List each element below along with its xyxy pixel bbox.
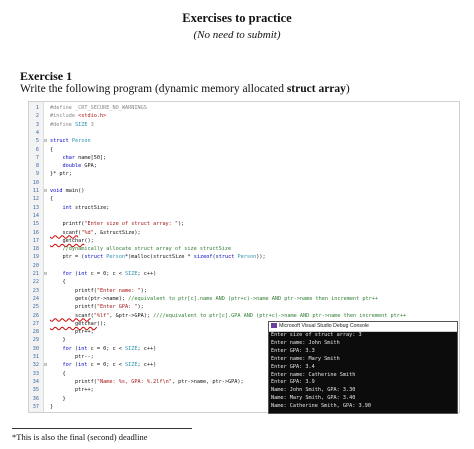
debug-console-window — [268, 321, 458, 414]
code-text — [50, 353, 94, 361]
console-line: Enter name: John Smith — [271, 339, 340, 346]
code-text — [50, 154, 106, 162]
code-token: ); — [178, 221, 185, 228]
code-line — [29, 212, 459, 220]
line-number: 34 — [32, 378, 39, 385]
code-token: Person — [237, 254, 257, 261]
code-text — [50, 187, 84, 195]
code-token: char — [50, 154, 79, 161]
line-number: 15 — [32, 221, 39, 228]
code-token: #include — [50, 113, 79, 120]
code-token: printf( — [50, 287, 97, 294]
code-token: "Enter size of struct array: " — [84, 221, 179, 228]
code-token: ////equivalent to ptr[c].GPA AND (ptr+c)->name AND ptr->name then increment ptr++ — [153, 312, 407, 319]
code-text — [50, 328, 94, 336]
line-number: 5 — [35, 138, 39, 145]
line-number: 36 — [32, 395, 39, 402]
line-number: 20 — [32, 262, 39, 269]
code-token: struct — [84, 254, 107, 261]
line-number: 12 — [32, 196, 39, 203]
code-token: struct — [50, 138, 72, 145]
code-text — [50, 403, 53, 411]
code-token: scanf — [50, 312, 91, 319]
line-number: 3 — [35, 121, 39, 128]
line-number: 6 — [35, 146, 39, 153]
code-line — [29, 303, 459, 311]
console-line: Enter name: Catherine Smith — [271, 371, 356, 378]
code-token: #define _CRT_SECURE_NO_WARNINGS — [50, 105, 147, 111]
code-line — [29, 312, 459, 320]
code-line — [29, 104, 459, 112]
line-number: 11 — [32, 188, 39, 194]
code-text — [50, 229, 141, 237]
code-text — [50, 378, 244, 386]
code-text — [50, 370, 66, 378]
code-text — [50, 336, 66, 344]
code-token: }* ptr; — [50, 171, 72, 178]
code-line — [29, 287, 459, 295]
code-token: *)malloc(structSize * — [124, 254, 194, 261]
code-token: c = 0; c < — [90, 362, 125, 369]
code-line — [29, 295, 459, 303]
line-number: 35 — [32, 387, 39, 394]
code-text — [50, 170, 72, 178]
code-token: ( — [75, 271, 79, 277]
code-token: 3 — [87, 121, 94, 128]
code-line — [29, 204, 459, 212]
line-number: 14 — [32, 212, 39, 219]
code-token: SIZE — [124, 345, 138, 352]
line-number: 2 — [35, 113, 39, 120]
line-number: 4 — [35, 129, 39, 136]
code-text — [50, 104, 147, 112]
code-text — [50, 146, 53, 154]
code-token: { — [50, 196, 54, 203]
code-token: ; c++) — [137, 271, 157, 277]
code-line — [29, 179, 459, 187]
code-token: , &structSize); — [93, 229, 141, 236]
code-token: gets(ptr->name); — [50, 295, 129, 302]
code-line — [29, 262, 459, 270]
line-number: 32 — [32, 362, 39, 369]
code-token: ( — [212, 254, 216, 261]
line-number: 27 — [32, 320, 39, 327]
exercise-description — [20, 83, 350, 95]
line-number: 24 — [32, 295, 39, 302]
code-text — [50, 253, 266, 261]
code-token: ptr--; — [50, 354, 94, 360]
line-number: 13 — [32, 204, 39, 211]
exercise-desc-suffix: ) — [345, 83, 350, 95]
code-token: getchar — [50, 237, 85, 244]
code-token: #define — [50, 121, 75, 128]
code-token: ( — [78, 229, 82, 236]
code-token: SIZE — [75, 121, 88, 128]
code-token: "Name: %s, GPA: %.2lf\n" — [96, 378, 172, 385]
code-token: struct — [215, 254, 238, 261]
line-number: 37 — [32, 403, 39, 410]
code-text — [50, 220, 184, 228]
code-token: "Enter name: " — [96, 287, 141, 294]
code-line — [29, 195, 459, 203]
page-title: Exercises to practice — [182, 11, 292, 25]
console-line: Name: Mary Smith, GPA: 3.40 — [271, 395, 356, 402]
code-token: { — [50, 279, 66, 286]
code-text — [50, 303, 144, 311]
line-number: 8 — [35, 163, 39, 170]
code-token: ); — [137, 304, 144, 311]
code-token: for — [50, 345, 75, 352]
code-token: structSize; — [75, 204, 110, 211]
code-token: int — [78, 271, 91, 277]
code-text — [50, 345, 156, 353]
code-text — [50, 395, 66, 403]
line-number: 9 — [35, 171, 39, 178]
fold-toggle-icon[interactable]: ⊟ — [44, 188, 48, 194]
code-token: scanf — [50, 229, 79, 236]
code-token: } — [50, 395, 66, 402]
code-token: ; c++) — [137, 345, 157, 352]
fold-toggle-icon[interactable]: ⊟ — [44, 138, 48, 145]
line-number: 21 — [32, 271, 39, 277]
code-text — [50, 112, 106, 120]
console-app-icon — [271, 323, 277, 328]
console-line: Name: Catherine Smith, GPA: 3.90 — [271, 403, 371, 410]
line-number: 1 — [35, 105, 39, 111]
code-token: main() — [65, 188, 85, 194]
console-output — [269, 332, 457, 411]
line-number: 30 — [32, 345, 39, 352]
console-line: Enter GPA: 3.4 — [271, 363, 315, 370]
code-line — [29, 129, 459, 137]
console-line: Enter GPA: 3.3 — [271, 347, 315, 354]
code-text — [50, 386, 94, 394]
exercise-desc-bold: struct array — [286, 83, 346, 95]
code-token: , ptr->name, ptr->GPA); — [171, 378, 244, 385]
code-token: Person — [71, 138, 91, 145]
code-token: SIZE — [124, 271, 138, 277]
code-line — [29, 229, 459, 237]
code-token: ptr = ( — [50, 254, 85, 261]
code-token: c = 0; c < — [90, 271, 125, 277]
exercise-heading: Exercise 1 — [20, 69, 73, 83]
code-token: { — [50, 146, 54, 153]
footnote: *This is also the final (second) deadline — [12, 432, 148, 442]
line-number: 28 — [32, 329, 39, 336]
code-text — [50, 320, 106, 328]
code-text — [50, 278, 66, 286]
code-token: ( — [90, 312, 94, 319]
code-token: (); — [96, 320, 107, 327]
code-token: ); — [140, 287, 147, 294]
line-number: 25 — [32, 304, 39, 311]
code-text — [50, 237, 94, 245]
code-line — [29, 237, 459, 245]
console-line: Enter size of struct array: 3 — [271, 332, 362, 338]
code-token: int — [50, 204, 75, 211]
code-token: //dynamically allocate struct array of size structSize — [50, 246, 232, 253]
code-text — [50, 195, 53, 203]
code-line — [29, 162, 459, 170]
line-number: 7 — [35, 154, 39, 161]
line-number: 10 — [32, 179, 39, 186]
code-text — [50, 270, 156, 278]
code-token: for — [50, 362, 75, 369]
code-line — [29, 245, 459, 253]
line-number: 17 — [32, 237, 39, 244]
code-line — [29, 121, 459, 129]
code-line — [29, 154, 459, 162]
code-token: { — [50, 370, 66, 377]
code-token: printf( — [50, 378, 97, 385]
code-token: ( — [75, 345, 79, 352]
code-token: sizeof — [193, 254, 213, 261]
line-number: 16 — [32, 229, 39, 236]
code-token: "%lf" — [93, 312, 110, 319]
code-line — [29, 112, 459, 120]
console-title-bar — [269, 322, 457, 332]
console-title: Microsoft Visual Studio Debug Console — [279, 323, 369, 329]
code-token: ptr++; — [50, 329, 94, 336]
fold-toggle-icon[interactable]: ⊟ — [44, 271, 48, 277]
code-token: printf( — [50, 304, 97, 311]
code-text — [50, 287, 147, 295]
code-token: for — [50, 271, 75, 277]
code-token: } — [50, 337, 66, 344]
line-number: 29 — [32, 337, 39, 344]
line-number: 26 — [32, 312, 39, 319]
code-token: double — [50, 163, 85, 170]
code-token: c = 0; c < — [90, 345, 125, 352]
console-line: Name: John Smith, GPA: 3.30 — [271, 387, 356, 394]
line-number: 23 — [32, 287, 39, 294]
code-token: printf( — [50, 221, 85, 228]
console-line: Enter name: Mary Smith — [271, 355, 340, 362]
code-token: int — [78, 345, 91, 352]
line-number: 19 — [32, 254, 39, 261]
code-text — [50, 162, 97, 170]
code-line — [29, 270, 459, 278]
page-subtitle: (No need to submit) — [193, 29, 281, 41]
code-token: SIZE — [124, 362, 138, 369]
code-text — [50, 312, 406, 320]
footnote-rule — [12, 428, 192, 429]
code-token: getchar — [50, 320, 97, 327]
code-line — [29, 187, 459, 195]
code-line — [29, 220, 459, 228]
fold-toggle-icon[interactable]: ⊟ — [44, 362, 48, 369]
line-number: 18 — [32, 246, 39, 253]
code-token: GPA; — [84, 163, 97, 170]
code-token: Person — [106, 254, 125, 261]
code-line — [29, 253, 459, 261]
code-text — [50, 245, 231, 253]
line-number: 31 — [32, 354, 39, 360]
code-token: )); — [256, 254, 266, 261]
line-number: 22 — [32, 279, 39, 286]
code-line — [29, 278, 459, 286]
code-text — [50, 121, 94, 129]
code-token: //equivalent to ptr[c].name AND (ptr+c)->name AND ptr->name then increment ptr++ — [128, 295, 378, 302]
code-token: name[50]; — [78, 154, 107, 161]
code-line — [29, 146, 459, 154]
code-token: "Enter GPA: " — [96, 304, 138, 311]
code-text — [50, 204, 109, 212]
console-line: Enter GPA: 3.9 — [271, 379, 315, 386]
code-token: ( — [75, 362, 79, 369]
code-token: void — [50, 188, 66, 194]
code-token: , &ptr->GPA); — [109, 312, 154, 319]
code-token: } — [50, 403, 54, 410]
code-token: <stdio.h> — [78, 113, 107, 120]
code-token: int — [78, 362, 91, 369]
exercise-desc-prefix: Write the following program (dynamic memory allocated — [20, 83, 287, 95]
code-token: ; c++) — [137, 362, 157, 369]
code-token: (); — [84, 237, 94, 244]
code-line — [29, 137, 459, 145]
code-text — [50, 295, 378, 303]
code-text — [50, 137, 91, 145]
code-text — [50, 361, 156, 369]
line-number: 33 — [32, 370, 39, 377]
code-token: ptr++; — [50, 387, 94, 394]
code-line — [29, 170, 459, 178]
code-token: "%d" — [81, 229, 94, 236]
